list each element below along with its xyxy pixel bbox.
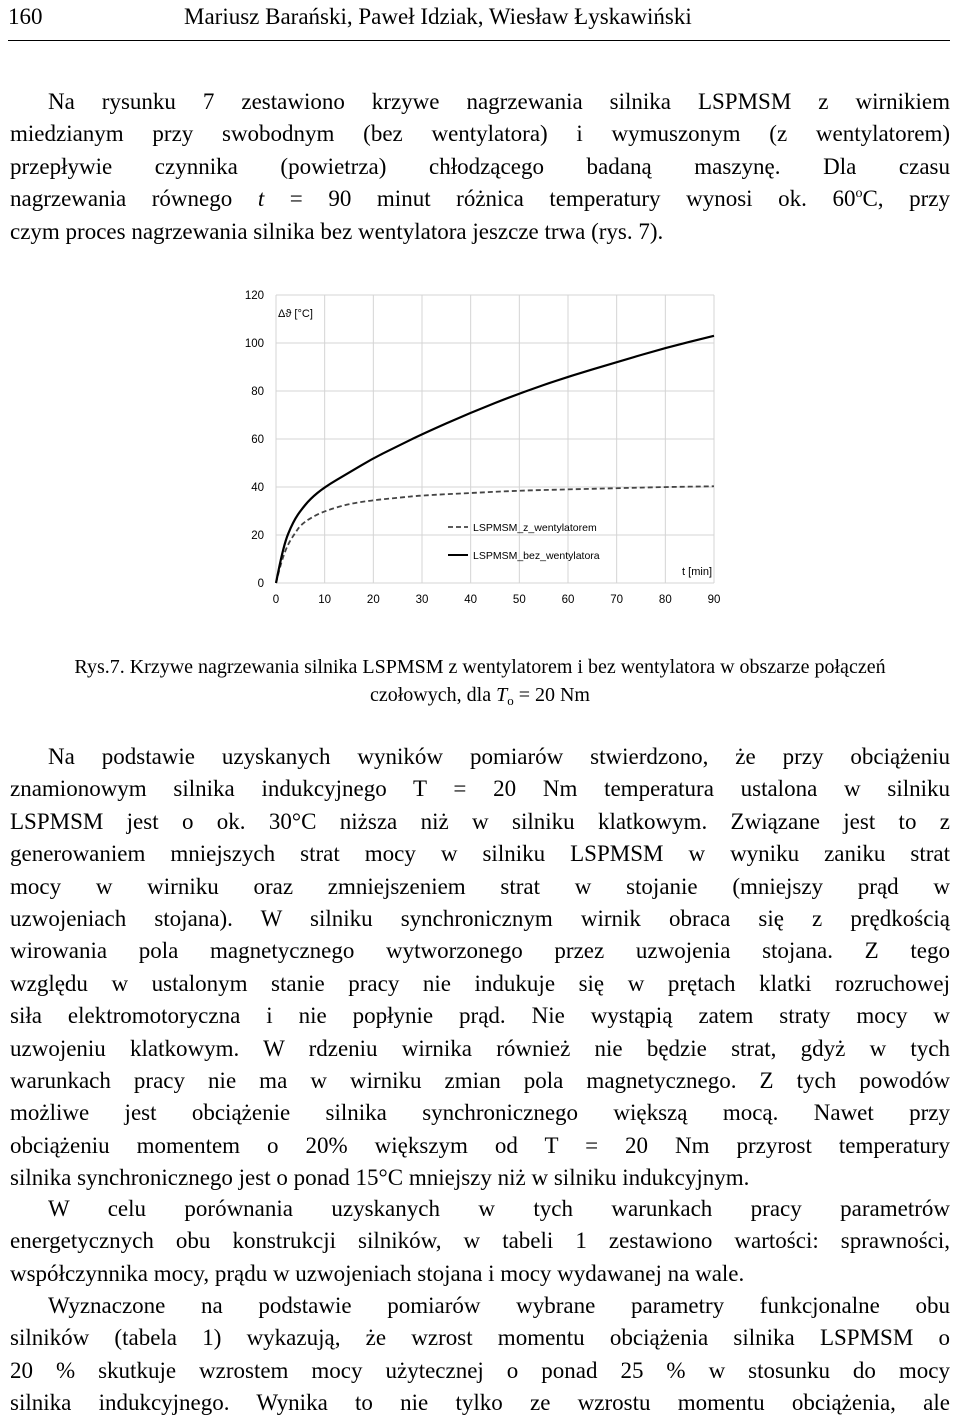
text-line: Na podstawie uzyskanych wyników pomiarów stwierdzono, że przy obciążeniu	[48, 744, 950, 769]
y-tick-label: 20	[251, 530, 264, 542]
y-tick-label: 120	[244, 290, 264, 302]
text-line: 20 % skutkuje wzrostem mocy użytecznej o ponad 25 % w stosunku do mocy	[10, 1357, 950, 1383]
text-line: energetycznych obu konstrukcji silników, w tabeli 1 zestawiono wartości: sprawności,	[10, 1228, 950, 1254]
header-authors: Mariusz Barański, Paweł Idziak, Wiesław Łyskawiński	[184, 4, 692, 29]
text-line: Na rysunku 7 zestawiono krzywe nagrzewania silnika LSPMSM z wirnikiem	[48, 89, 950, 114]
text-line: uzwojeniu klatkowym. W rdzeniu wirnika również nie będzie strat, gdyż w tych	[10, 1035, 950, 1061]
text-line: miedzianym przy swobodnym (bez wentylatora) i wymuszonym (z wentylatorem)	[10, 121, 950, 147]
text-line	[10, 183, 950, 215]
text-fragment: = 90 minut różnica temperatury wynosi ok. 60	[264, 186, 856, 212]
x-tick-label: 60	[561, 594, 575, 606]
x-tick-label: 0	[272, 594, 280, 606]
x-axis-label: t [min]	[682, 566, 712, 578]
text-fragment: C, przy	[862, 186, 950, 212]
heating-curves-chart	[236, 283, 736, 613]
x-tick-label: 80	[658, 594, 672, 606]
series-line-without-fan	[276, 336, 714, 583]
y-tick-label: 0	[257, 578, 264, 590]
text-line: obciążeniu momentem o 20% większym od T = 20 Nm przyrost temperatury	[10, 1132, 950, 1158]
text-line: mocy w wirniku oraz zmniejszeniem strat w stojanie (mniejszy prąd w	[10, 873, 950, 899]
running-header	[8, 0, 950, 41]
text-line: Wyznaczone na podstawie pomiarów wybrane parametry funkcjonalne obu	[48, 1293, 950, 1318]
text-line: generowaniem mniejszych strat mocy w silniku LSPMSM w wyniku zaniku strat	[10, 841, 950, 867]
text-line: silników (tabela 1) wykazują, że wzrost momentu obciążenia silnika LSPMSM o	[10, 1325, 950, 1351]
x-tick-label: 10	[318, 594, 332, 606]
text-line: czym proces nagrzewania silnika bez wentylatora jeszcze trwa (rys. 7).	[10, 218, 664, 244]
text-line: przepływie czynnika (powietrza) chłodzącego badaną maszynę. Dla czasu	[10, 153, 950, 179]
time-symbol: t	[257, 186, 265, 212]
x-tick-label: 50	[512, 594, 526, 606]
caption-line	[10, 681, 950, 715]
y-tick-label: 100	[244, 338, 264, 350]
text-line: W celu porównania uzyskanych w tych warunkach pracy parametrów	[48, 1196, 950, 1221]
paragraph-1	[10, 86, 950, 248]
y-axis-label: Δϑ [°C]	[278, 308, 313, 320]
degree-superscript: o	[855, 186, 863, 202]
text-line: znamionowym silnika indukcyjnego T = 20 Nm temperatura ustalona w silniku	[10, 776, 950, 802]
text-line: względu w ustalonym stanie pracy nie indukuje się w prętach klatki rozruchowej	[10, 970, 950, 996]
page-number: 160	[8, 4, 43, 29]
paragraph-4	[10, 1290, 950, 1420]
figure-caption	[10, 653, 950, 715]
text-line: uzwojeniach stojana). W silniku synchronicznym wirnik obraca się z prędkością	[10, 906, 950, 932]
text-line: silnika indukcyjnego. Wynika to nie tylko ze wzrostu momentu obciążenia, ale	[10, 1390, 950, 1416]
x-tick-label: 30	[415, 594, 429, 606]
paragraph-3	[10, 1193, 950, 1290]
caption-fragment: T	[496, 684, 508, 706]
y-tick-label: 40	[251, 482, 264, 494]
y-tick-label: 80	[251, 386, 264, 398]
text-line: silnika synchronicznego jest o ponad 15°C mniejszy niż w silniku indukcyjnym.	[10, 1165, 750, 1191]
text-line: współczynnika mocy, prądu w uzwojeniach stojana i mocy wydawanej na wale.	[10, 1260, 745, 1286]
legend-label: LSPMSM_z_wentylatorem	[473, 522, 597, 534]
text-line: warunkach pracy nie ma w wirniku zmian pola magnetycznego. Z tych powodów	[10, 1068, 950, 1094]
caption-fragment: czołowych, dla	[370, 684, 497, 706]
text-line: siła elektromotoryczna i nie popłynie prąd. Nie wystąpią zatem straty mocy w	[10, 1003, 950, 1029]
x-tick-label: 20	[366, 594, 380, 606]
torque-symbol	[496, 684, 514, 706]
text-line: wirowania pola magnetycznego wytworzonego przez uzwojenia stojana. Z tego	[10, 938, 950, 964]
caption-fragment: = 20 Nm	[513, 684, 590, 706]
y-tick-label: 60	[251, 434, 264, 446]
x-tick-label: 40	[464, 594, 478, 606]
text-line: LSPMSM jest o ok. 30°C niższa niż w silniku klatkowym. Związane jest to z	[10, 808, 950, 834]
chart-series	[276, 336, 714, 583]
x-tick-label: 70	[610, 594, 624, 606]
chart-grid	[276, 295, 714, 583]
torque-subscript: o	[507, 693, 514, 708]
paragraph-2	[10, 741, 950, 1195]
text-fragment: nagrzewania równego	[10, 186, 258, 212]
legend-label: LSPMSM_bez_wentylatora	[473, 550, 600, 562]
text-line: możliwe jest obciążenie silnika synchronicznego większą mocą. Nawet przy	[10, 1100, 950, 1126]
x-tick-label: 90	[707, 594, 721, 606]
caption-line: Rys.7. Krzywe nagrzewania silnika LSPMSM z wentylatorem i bez wentylatora w obszarze połączeń	[74, 656, 886, 678]
